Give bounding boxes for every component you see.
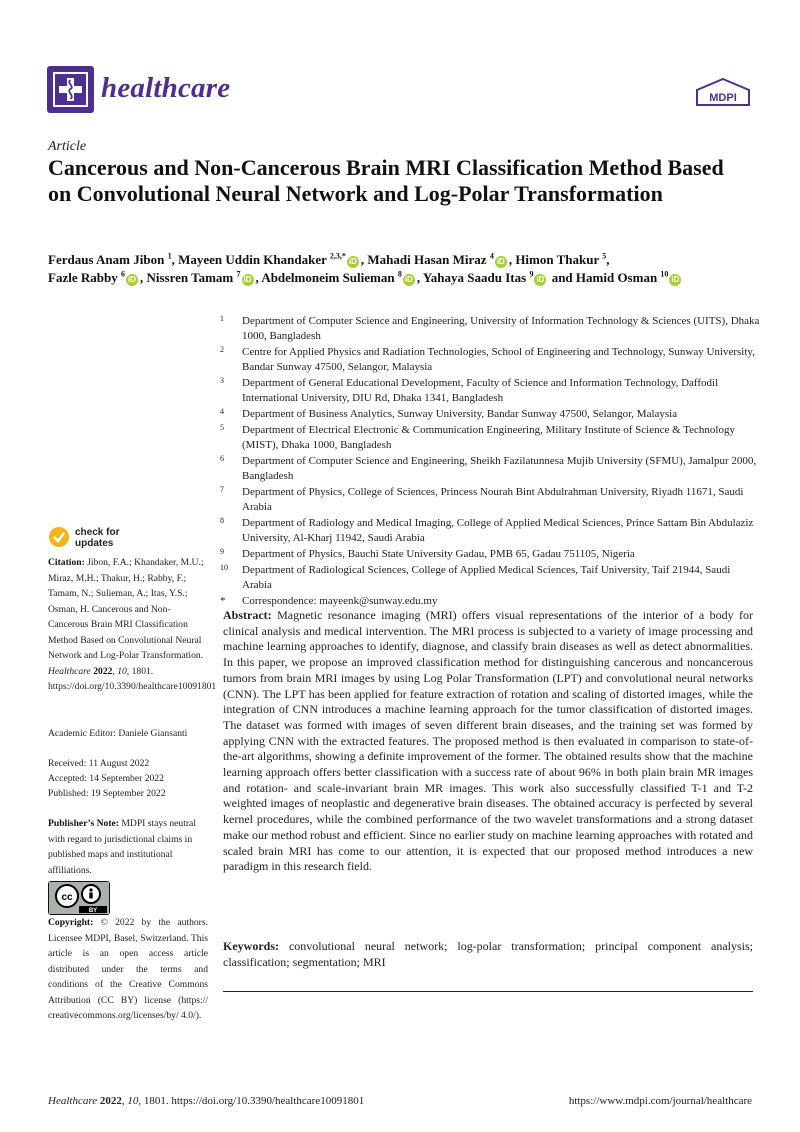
citation-label: Citation: <box>48 557 85 568</box>
affiliation-item <box>220 485 760 515</box>
affiliation-text: Department of Physics, College of Sciences, Princess Nourah Bint Abdulrahman University, Riyadh 11671, Saudi Arabia <box>242 486 744 513</box>
citation-block: Citation: Jibon, F.A.; Khandaker, M.U.; Miraz, M.H.; Thakur, H.; Rabby, F.; Tamam, N.; Sulieman, A.; Itas, Y.S.; Osman, H. Cancerous and Non-Cancerous Brain MRI Classification Method Based on Convolutional Neural Network and Log-Polar Transformation. Healthcare 2022, 10, 1801. https://doi.org/10.3390/healthcare10091801 <box>48 557 217 692</box>
author-name: Himon Thakur $^5$, <box>515 252 610 268</box>
orcid-icon[interactable]: iD <box>348 257 357 267</box>
footer-journal: Healthcare <box>48 1095 98 1107</box>
citation-journal: Healthcare <box>48 665 91 677</box>
author-affiliation-number: 2,3,* <box>329 252 346 261</box>
author-affiliation-number: 10 <box>660 270 669 279</box>
author-name: Hamid Osman $^{10}$iD <box>575 270 680 286</box>
affiliation-number: 3 <box>220 376 224 385</box>
article-type: Article <box>48 139 87 154</box>
affiliation-item <box>220 423 760 453</box>
affiliation-number: 10 <box>220 563 228 572</box>
affiliation-text: Department of Radiology and Medical Imaging, College of Applied Medical Sciences, Prince Sattam Bin Abdulaziz University, Al-Kharj 11942, Saudi Arabia <box>242 517 754 544</box>
footer-year: 2022 <box>99 1095 122 1107</box>
affiliation-text: Department of Physics, Bauchi State University Gadau, PMB 65, Gadau 751105, Nigeria <box>242 548 635 560</box>
author-name: Mayeen Uddin Khandaker $^{2,3,*}$iD , <box>178 252 368 268</box>
correspondence-email[interactable]: Correspondence: mayeenk@sunway.edu.my <box>242 595 438 607</box>
cc-by-license-badge[interactable] <box>48 881 110 915</box>
affiliation-item <box>220 345 760 375</box>
affiliation-number: 8 <box>220 516 224 525</box>
author-affiliation-number: 1 <box>167 252 172 261</box>
check-for-updates-label[interactable]: check for updates <box>75 527 120 549</box>
citation-volume: 10 <box>117 665 127 677</box>
citation-text: Jibon, F.A.; Khandaker, M.U.; Miraz, M.H.; Thakur, H.; Rabby, F.; Tamam, N.; Sulieman, A.; Itas, Y.S.; Osman, H. Cancerous and Non-Cancerous Brain MRI Classification Method Based on Convolutional Neural Network and Log-Polar Transformation. <box>48 557 204 661</box>
affiliation-item <box>220 314 760 344</box>
publisher-name: MDPI <box>709 92 737 104</box>
author-affiliation-number: 5 <box>602 252 607 261</box>
abstract-label: Abstract: <box>223 608 272 622</box>
author-name: Nissren Tamam $^7$iD , <box>146 270 262 286</box>
publisher-note-text: MDPI stays neutral with regard to jurisdictional claims in published maps and institutional affiliations. <box>48 818 196 876</box>
author-affiliation-number: 7 <box>236 270 241 279</box>
affiliation-number: 5 <box>220 423 224 432</box>
orcid-icon[interactable]: iD <box>243 275 252 285</box>
copyright-label: Copyright: <box>48 917 94 928</box>
affiliation-item <box>220 547 760 562</box>
author-affiliation-number: 4 <box>489 252 494 261</box>
affiliation-text: Department of Business Analytics, Sunway University, Bandar Sunway 47500, Selangor, Malaysia <box>242 408 678 420</box>
journal-logo-icon <box>47 66 94 113</box>
author-name: Ferdaus Anam Jibon $^1$, <box>48 252 179 268</box>
cc-by-label: BY <box>88 908 98 914</box>
attribution-person-icon <box>89 893 92 899</box>
academic-editor: Academic Editor: Daniele Giansanti <box>48 728 188 739</box>
affiliation-item <box>220 454 760 484</box>
affiliation-list <box>220 314 760 610</box>
footer-volume: 10 <box>127 1095 139 1107</box>
footer-journal-url[interactable]: https://www.mdpi.com/journal/healthcare <box>568 1095 752 1107</box>
author-name: Mahadi Hasan Miraz $^4$iD , <box>367 252 516 268</box>
affiliation-number: 7 <box>220 485 224 494</box>
citation-year: 2022 <box>93 665 113 677</box>
abstract <box>223 608 753 875</box>
author-name: Yahaya Saadu Itas $^9$iD and <box>422 270 576 286</box>
abstract-text: Magnetic resonance imaging (MRI) offers visual representations of the interior of a body for clinical analysis and medical intervention. The MRI process is subjected to a variety of image processing and machine learning approaches to identify, diagnose, and classify brain diseases as well as detect abnormalities. In this paper, we propose an improved classification method for distinguishing cancerous and noncancerous tumors from brain MRI images by using Log Polar Transformation (LPT) and convolutional neural networks (CNN). The LPT has been applied for feature extraction of rotation and scaling of distorted images, while the integration of CNN introduces a machine learning approach for the tumor classification of distorted images. The dataset was formed with images of seven different brain diseases, and the training set was formed by applying CNN with the extracted features. The proposed method is then evaluated in comparison to state-of-the-art algorithms, showing a definite improvement of the former. The obtained results show that the machine learning approach offers better classification with a success rate of about 96% in both plain brain MR images and rotation- and scale-invariant brain MR images. This work also successfully classified T-1 and T-2 weighted images of neoplastic and degenerative brain diseases. The obtained accuracy is perfected by several kernel procedures, while the combined performance of the two wavelet transformations and a strong dataset make our method robust and efficient. Since no earlier study on machine learning approaches with rotated and scaled brain MRI has come to our attention, it is expected that our proposed method introduces a new paradigm in this research field. <box>223 608 754 874</box>
keywords <box>223 939 753 970</box>
footer-doi[interactable]: , 1801. https://doi.org/10.3390/healthcare10091801 <box>138 1095 365 1107</box>
accepted-date: Accepted: 14 September 2022 <box>48 773 164 784</box>
copyright-text: © 2022 by the authors. Licensee MDPI, Basel, Switzerland. This article is an open access article distributed under the terms and conditions of the Creative Commons Attribution (CC BY) license (https:// creativecommons.org/licenses/by/ 4.0/). <box>48 917 208 1021</box>
affiliation-text: Department of Radiological Sciences, College of Applied Medical Sciences, Taif University, Taif 21944, Saudi Arabia <box>242 564 731 591</box>
check-for-updates-icon[interactable] <box>48 526 70 548</box>
author-name: Abdelmoneim Sulieman $^8$iD , <box>261 270 423 286</box>
affiliation-item <box>220 376 760 406</box>
affiliation-item <box>220 407 760 422</box>
affiliation-number: 9 <box>220 547 224 556</box>
affiliation-number: 1 <box>220 314 224 323</box>
journal-name: healthcare <box>101 72 231 104</box>
keywords-label: Keywords: <box>223 939 279 953</box>
affiliation-number: 2 <box>220 345 224 354</box>
copyright-block <box>48 915 208 1024</box>
correspondence <box>220 594 760 609</box>
affiliation-text: Department of General Educational Development, Faculty of Science and Information Technology, Daffodil International University, DIU Rd, Dhaka 1341, Bangladesh <box>242 377 719 404</box>
orcid-icon[interactable]: iD <box>496 257 505 267</box>
orcid-icon[interactable]: iD <box>671 275 680 285</box>
author-affiliation-number: 9 <box>529 270 534 279</box>
orcid-icon[interactable]: iD <box>404 275 413 285</box>
publisher-note-label: Publisher’s Note: <box>48 818 119 829</box>
author-name: Fazle Rabby $^6$iD , <box>48 270 147 286</box>
orcid-icon[interactable]: iD <box>127 275 136 285</box>
cc-icon: cc <box>61 892 73 903</box>
keywords-text: convolutional neural network; log-polar transformation; principal component analysis; classification; segmentation; MRI <box>223 939 754 969</box>
received-date: Received: 11 August 2022 <box>48 758 150 769</box>
published-date: Published: 19 September 2022 <box>48 788 166 799</box>
author-affiliation-number: 6 <box>120 270 125 279</box>
affiliation-item <box>220 563 760 593</box>
affiliation-text: Centre for Applied Physics and Radiation Technologies, School of Engineering and Technology, Sunway University, Bandar Sunway 47500, Selangor, Malaysia <box>242 346 755 373</box>
orcid-icon[interactable]: iD <box>536 275 545 285</box>
article-title: Cancerous and Non-Cancerous Brain MRI Classification Method Based on Convolutional Neural Network and Log-Polar Transformation <box>48 155 724 206</box>
affiliation-text: Department of Computer Science and Engineering, Sheikh Fazilatunnesa Mujib University (SFMU), Jamalpur 2000, Bangladesh <box>242 455 757 482</box>
citation-doi[interactable]: , 1801. https://doi.org/10.3390/healthcare10091801 <box>48 665 217 692</box>
publisher-logo <box>695 77 751 112</box>
publisher-note <box>48 816 208 878</box>
footer-citation: Healthcare 2022, 10, 1801. https://doi.org/10.3390/healthcare10091801 <box>48 1095 365 1107</box>
affiliation-number: 6 <box>220 454 224 463</box>
affiliation-text: Department of Electrical Electronic & Communication Engineering, Military Institute of Science & Technology (MIST), Dhaka 1000, Bangladesh <box>242 424 735 451</box>
affiliation-item <box>220 516 760 546</box>
correspondence-mark: * <box>220 595 226 607</box>
author-list <box>48 266 758 287</box>
author-affiliation-number: 8 <box>397 270 402 279</box>
affiliation-number: 4 <box>220 407 224 416</box>
section-divider <box>223 991 753 992</box>
affiliation-text: Department of Computer Science and Engineering, University of Information Technology & Sciences (UITS), Dhaka 1000, Bangladesh <box>242 315 760 342</box>
